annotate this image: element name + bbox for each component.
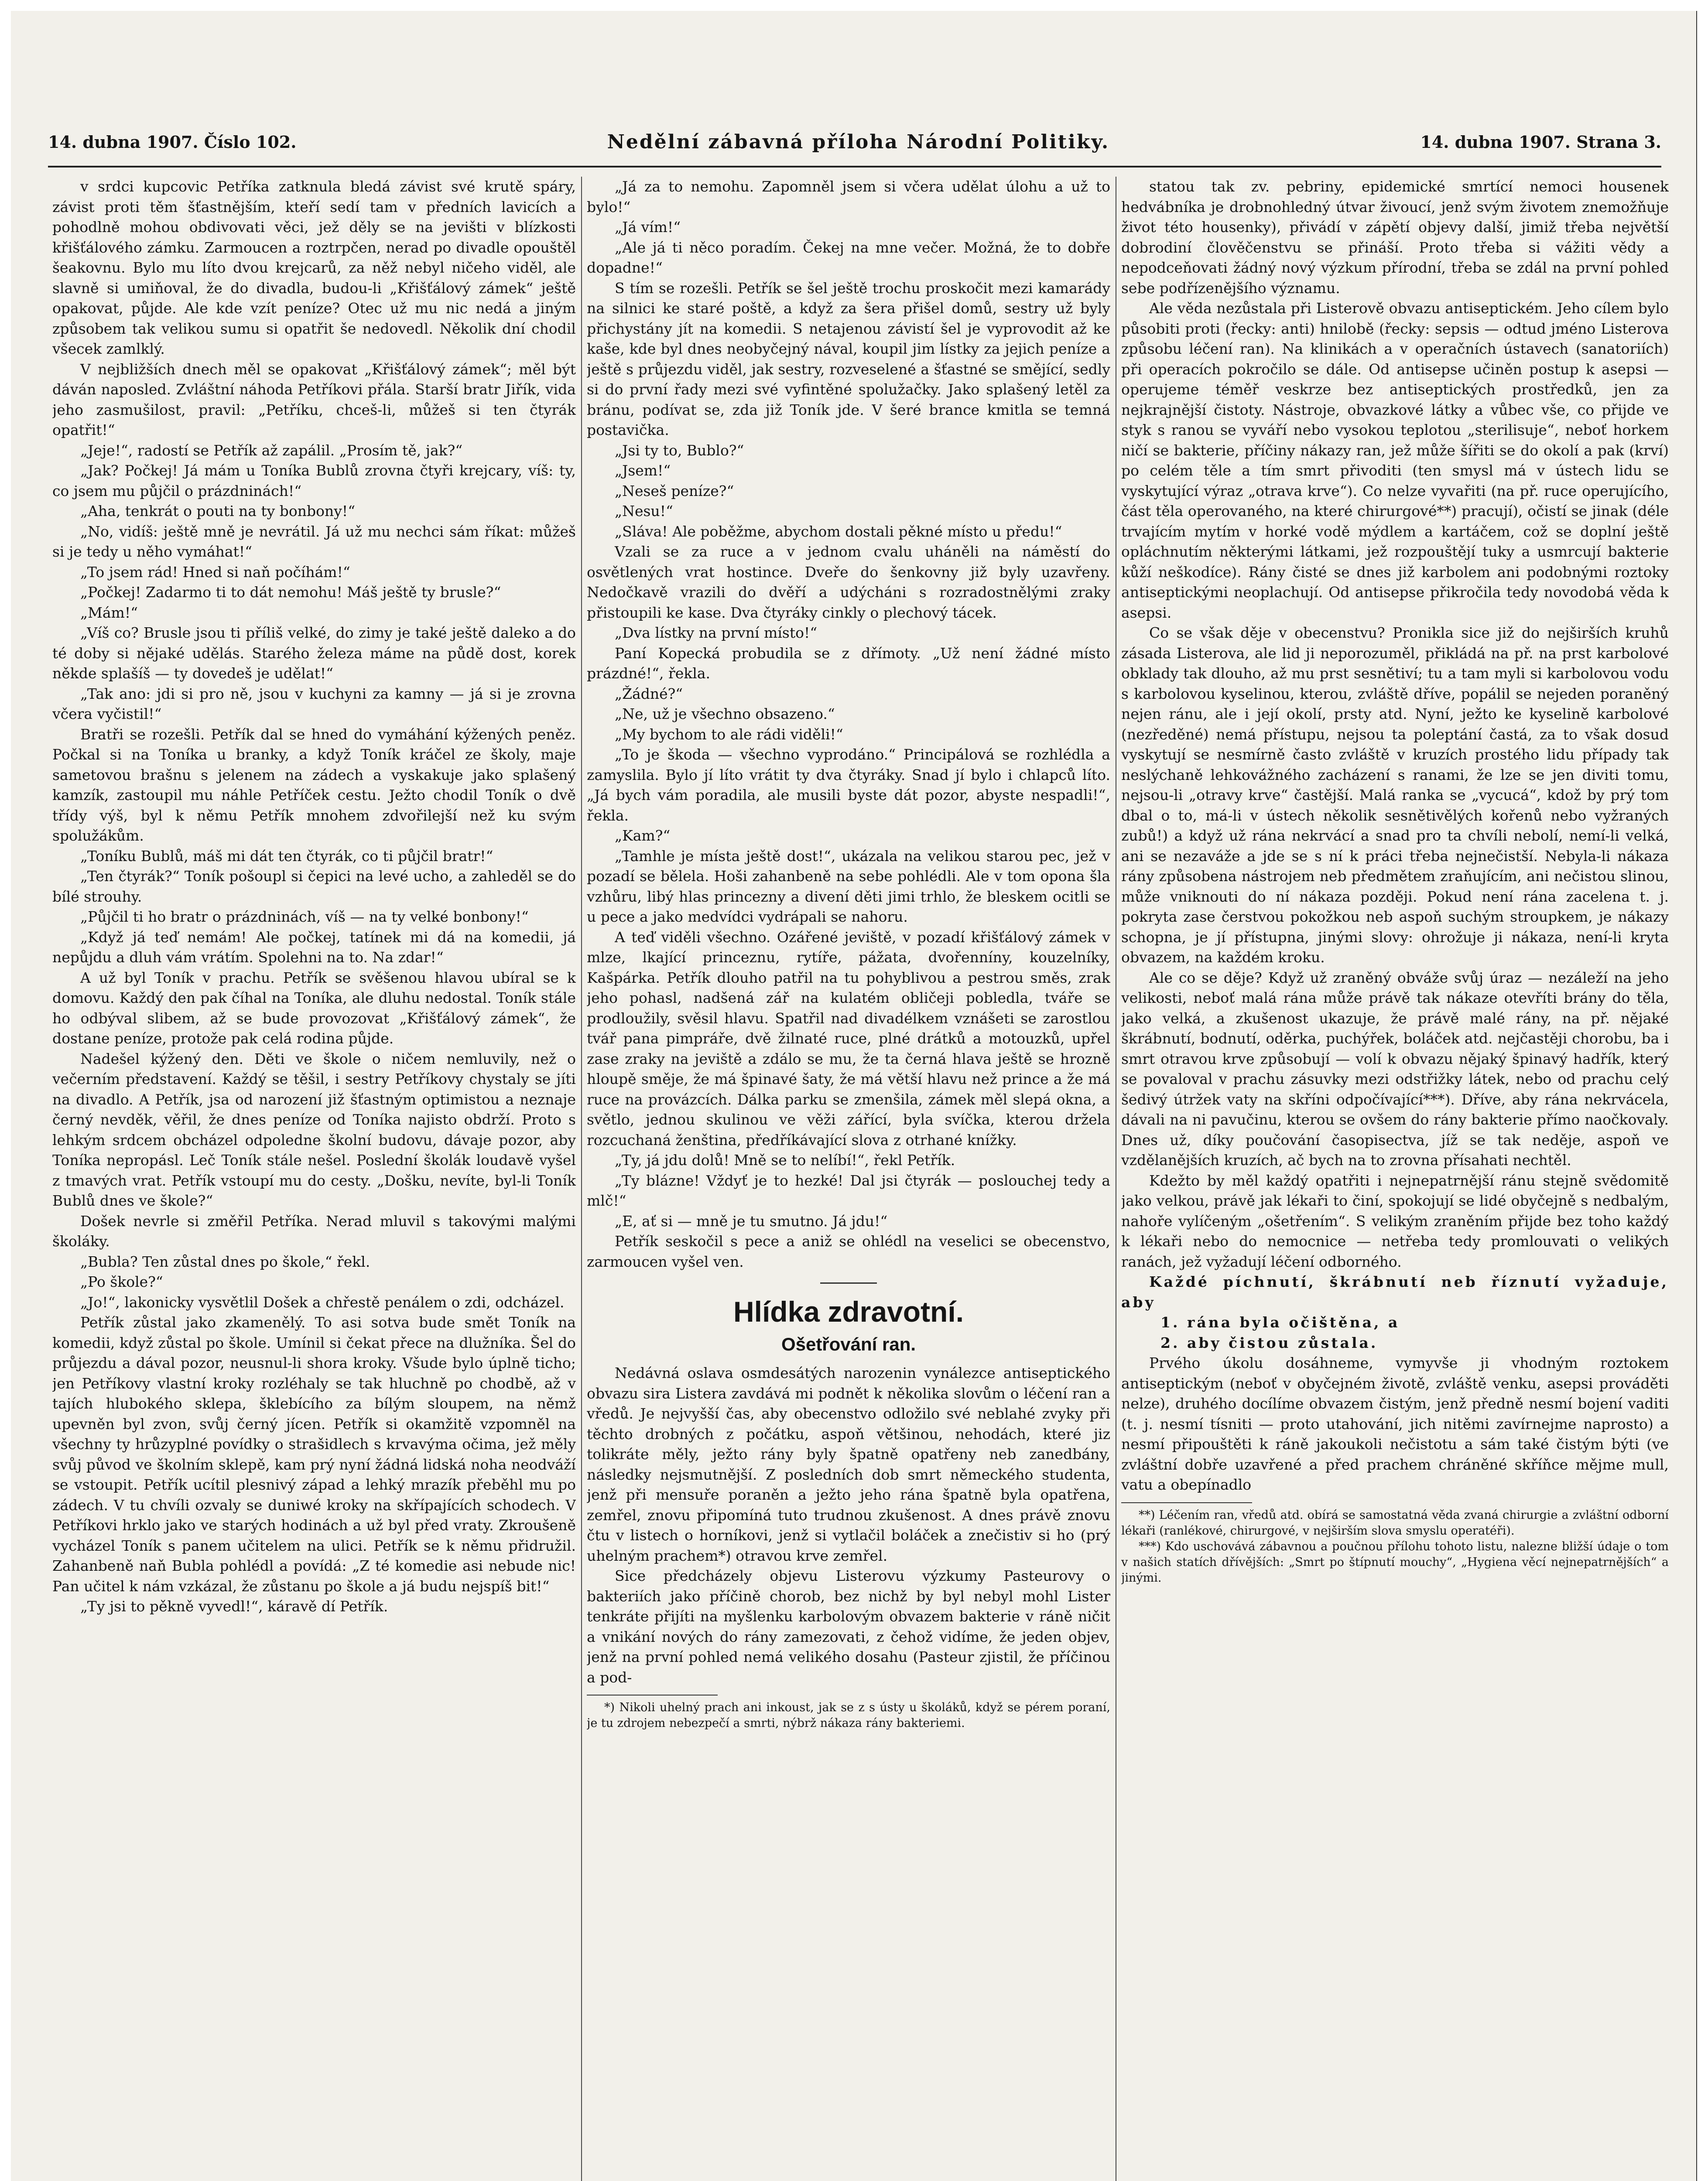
paragraph: „Jak? Počkej! Já mám u Toníka Bublů zrovna čtyři krejcary, víš: ty, co jsem mu půjčil o prázdninách!“ <box>52 462 576 499</box>
paragraph: V nejbližších dnech měl se opakovat „Křišťálový zámek“; měl být dáván naposled. Zvláštní náhoda Petříkovi přála. Starší bratr Jiřík, vida jeho zasmušilost, pravil: „Petříku, chceš-li, můžeš si ten čtyrák opatřit!“ <box>52 360 576 438</box>
paragraph: Bratři se rozešli. Petřík dal se hned do vymáhání kýžených peněz. Počkal si na Toníka u branky, a když Toník kráčel ze školy, maje sametovou brašnu s jelenem na zádech a vyskakuje jako splašený kamzík, zastoupil mu náhle Petříček cestu. Ježto chodil Toník o dvě třídy výš, byl k němu Petřík mnohem zdvořilejší než ku svým spolužákům. <box>52 725 576 844</box>
paragraph: „Jeje!“, radostí se Petřík až zapálil. „Prosím tě, jak?“ <box>80 441 463 459</box>
paragraph: Ale co se děje? Když už zraněný obváže svůj úraz — nezáleží na jeho velikosti, neboť malá rána může právě tak nákaze otevříti brány do těla, jako velká, a zkušenost ukazuje, že právě malé rány, na př. nějaké škrábnutí, bodnutí, oděrka, puchýřek, boláček atd. nejčastěji chorobu, ba i smrt otravou krve způsobují — volí k obvazu nějaký špinavý hadřík, který se povaloval v prachu zásuvky mezi odstřižky látek, nebo od prachu celý šedivý útržek vaty na skříni odpočívající***). Dříve, aby rána nekrvácela, dávali na ni pavučinu, kterou se ovšem do rány bakterie přímo naočkovaly. Dnes už, díky poučování časopisectva, jíž se tak neděje, aspoň ve vzdělanějších kruzích, ač bych na to zrovna přísahati nechtěl. <box>1121 969 1669 1169</box>
header-date-issue: 14. dubna 1907. Číslo 102. <box>48 132 297 152</box>
paragraph: „Jo!“, lakonicky vysvětlil Došek a chřestě penálem o zdi, odcházel. <box>80 1293 565 1311</box>
paragraph: „Víš co? Brusle jsou ti příliš velké, do zimy je také ještě daleko a do té doby si nějaké udělás. Starého železa máme na půdě dost, korek někde splašíš — ty dovedeš je udělat!“ <box>52 624 576 682</box>
column-2-article <box>587 1363 1110 1688</box>
header-publication-title: Nedělní zábavná příloha Národní Politiky. <box>607 130 1110 153</box>
paragraph: „Sláva! Ale poběžme, abychom dostali pěkné místo u předu!“ <box>615 523 1062 540</box>
paragraph: „Ne, už je všechno obsazeno.“ <box>615 705 835 722</box>
paragraph: Každé píchnutí, škrábnutí neb říznutí vyžaduje, aby <box>1121 1273 1669 1311</box>
paragraph: „To jsem rád! Hned si naň počíhám!“ <box>80 563 350 581</box>
column-3 <box>1121 177 1669 2181</box>
paragraph: Petřík zůstal jako zkamenělý. To asi sotva bude smět Toník na komedii, když zůstal po škole. Umínil si čekat přece na dlužníka. Šel do průjezdu a dával pozor, neusnul-li shora kroky. Všude bylo úplně ticho; jen Petříkovy vlastní kroky rozléhaly se tak hluchně po chodbě, až v tajích hlubokého sklepa, šklebícího za bílým sloupem, na němž upevněn byl zvon, svůj černý jícen. Petřík si okamžitě vzpomněl na všechny ty hrůzyplné povídky o strašidlech s krvavýma očima, jež měly svůj původ ve školním sklepě, kam prý nyní žádná lidská noha neodváží se vstoupit. Petřík ucítil plesnivý západ a lehký mrazík přeběhl mu po zádech. V tu chvíli ozvaly se duniwé kroky na skřípajících schodech. V Petříkovi hrklo jako ve starých hodinách a už byl před vraty. Zkroušeně vycházel Toník s panem učitelem na ulici. Petřík se k němu přidružil. Zahanbeně naň Bubla pohlédl a povídá: „Z té komedie asi nebude nic! Pan učitel k nám vzkázal, že zůstanu po škole a já budu nejspíš bit!“ <box>52 1314 576 1595</box>
paragraph: A teď viděli všechno. Ozářené jeviště, v pozadí křišťálový zámek v mlze, lkající princeznu, rytíře, pážata, dvořenníny, kouzelníky, Kašpárka. Petřík dlouho patřil na tu pohyblivou a pestrou směs, zrak jeho pohasl, nadšená zář na kulatém obličeji pobledla, tváře se prodloužily, svěsil hlavu. Spatřil nad divadélkem vznášeti se zarostlou tvář pana pimpráře, dvě žilnaté ruce, plné drátků a motouzků, upřel zase zraky na jeviště a zdálo se mu, že ta černá hlava ještě se hrozně hloupě směje, že má špinavé šaty, že má větší hlavu než prince a že má ruce na provázcích. Dálka parku se zmenšila, zámek měl slepá okna, a světlo, jednou skulinou ve věži zářící, byla svíčka, kterou držela rozcuchaná ženština, předříkávající slova z otrhané knížky. <box>587 928 1110 1149</box>
paragraph: Petřík seskočil s pece a aniž se ohlédl na veselici se obecenstvo, zarmoucen vyšel ven. <box>587 1233 1110 1270</box>
paragraph: „Jsi ty to, Bublo?“ <box>615 441 744 459</box>
footnote: *) Nikoli uhelný prach ani inkoust, jak se z s ústy u školáků, když se pérem poraní, je tu zdrojem nebezpečí a smrti, nýbrž nákaza rány bakteriemi. <box>587 1701 1110 1730</box>
paragraph: „Ty, já jdu dolů! Mně se to nelíbí!“, řekl Petřík. <box>615 1152 955 1169</box>
paragraph: „Ale já ti něco poradím. Čekej na mne večer. Možná, že to dobře dopadne!“ <box>587 239 1110 276</box>
paragraph: „Tamhle je místa ještě dost!“, ukázala na velikou starou pec, jež v pozadí se bělela. Hoši zahanbeně na sebe pohlédli. Ale v tom opona šla vzhůru, libý hlas princezny a divení děti jimi trhlo, že bleskem ocitli se u pece a jako medvídci vydrápali se nahoru. <box>587 847 1110 925</box>
paragraph: statou tak zv. pebriny, epidemické smrtící nemoci housenek hedvábníka je drobnohledný útvar živoucí, jenž svým životem znemožňuje život této housenky), přivádí v zápětí objevy další, jimiž třeba největší dobrodiní člověčenstvu se přináší. Proto třeba si vážiti vědy a nepodceňovati žádný nový výzkum přírodní, třeba se zdál na první pohled sebe podřízenějšího významu. <box>1121 178 1669 297</box>
paragraph: 2. aby čistou zůstala. <box>1160 1334 1378 1351</box>
paragraph: Nadešel kýžený den. Děti ve škole o ničem nemluvily, než o večerním představení. Každý se těšil, i sestry Petříkovy chystaly se jíti na divadlo. A Petřík, jsa od narození již šťastným optimistou a neznaje černý nevděk, věřil, že dnes peníze od Toníka najisto obdrží. Proto s lehkým srdcem obcházel odpoledne školní budovu, dávaje pozor, aby Toníka nepropásl. Leč Toník stále nešel. Poslední školák loudavě vyšel z tmavých vrat. Petřík vstoupí mu do cesty. „Došku, nevíte, byl-li Toník Bublů dnes ve škole?“ <box>52 1050 576 1209</box>
paragraph: S tím se rozešli. Petřík se šel ještě trochu proskočit mezi kamarády na silnici ke staré poště, a když za šera přišel domů, sestry už byly přichystány jít na komedii. S netajenou závistí šel je vyprovodit až ke kaše, kde byl dnes neobyčejný nával, koupil jim lístky za jejich peníze a ještě s průjezdu viděl, jak sestry, rozveselené a šťastné se smějící, sedly si do první řady mezi své vyfintěné spolužačky. Jako splašený letěl za bránu, podívat se, zda již Toník jde. V šeré brance kmitla se temná postavička. <box>587 279 1110 438</box>
footnote-rule <box>1121 1502 1252 1503</box>
paragraph: „Počkej! Zadarmo ti to dát nemohu! Máš ještě ty brusle?“ <box>80 584 501 601</box>
paragraph: „Já vím!“ <box>615 219 681 236</box>
paragraph: Prvého úkolu dosáhneme, vymyvše ji vhodným roztokem antiseptickým (neboť v obyčejném životě, zvláště venku, asepsi prováděti nelze), druhého docílíme obvazem čistým, jenž předně nesmí bojení vaditi (t. j. nesmí tísniti — proto utahování, jich nitěmi zavírnejme naprosto) a nesmí připouštěti k ráně jakoukoli nečistotu a sám také čistým býti (ve zvláštní dobře uzavřené a před prachem chráněné skříňce mějme mull, vatu a obepínadlo <box>1121 1354 1669 1493</box>
paragraph: „Tak ano: jdi si pro ně, jsou v kuchyni za kamny — já si je zrovna včera vyčistil!“ <box>52 685 576 722</box>
newspaper-page <box>11 11 1697 2181</box>
paragraph: „Ty jsi to pěkně vyvedl!“, káravě dí Petřík. <box>80 1598 388 1615</box>
paragraph: Sice předcházely objevu Listerovu výzkumy Pasteurovy o bakteriích jako příčině chorob, bez nichž by byl nebyl mohl Lister tenkráte přijíti na myšlenku karbolovým obvazem bakterie v ráně ničit a vnikání nových do rány zamezovati, z čehož vidíme, že jeden objev, jenž na první pohled nemá velikého dosahu (Pasteur zjistil, že příčinou a pod- <box>587 1567 1110 1686</box>
paragraph: Paní Kopecká probudila se z dřímoty. „Už není žádné místo prázdné!“, řekla. <box>587 644 1110 682</box>
paragraph: „Toníku Bublů, máš mi dát ten čtyrák, co ti půjčil bratr!“ <box>80 847 493 865</box>
section-subtitle: Ošetřování ran. <box>781 1334 916 1354</box>
paragraph: Nedávná oslava osmdesátých narozenin vynálezce antiseptického obvazu sira Listera zavdává mi podnět k několika slovům o léčení ran a vředů. Je nejvyšší čas, aby obecenstvo odložilo své neblahé zvyky při těchto drobných z počátku, aspoň většinou, nehodách, které jiz tolikráte měly, ježto rány byly špatně opatřeny neb zanedbány, následky nejsmutnější. Z posledních dob smrt německého studenta, jenž při mensuře poraněn a ježto jeho rána špatně byla opatřena, zemřel, znovu připomíná tuto trudnou zkušenost. A dnes právě znovu čtu v listech o horníkovi, jenž si vytlačil boláček a znečistiv si ho (prý uhelným prachem*) otravou krve zemřel. <box>587 1364 1110 1564</box>
paragraph: „Já za to nemohu. Zapomněl jsem si včera udělat úlohu a už to bylo!“ <box>587 178 1110 215</box>
paragraph: „Žádné?“ <box>615 685 683 702</box>
paragraph: „Jsem!“ <box>615 462 671 479</box>
footnote-rule <box>587 1695 718 1696</box>
paragraph: „Bubla? Ten zůstal dnes po škole,“ řekl. <box>80 1253 370 1270</box>
paragraph: „Po škole?“ <box>80 1273 163 1290</box>
paragraph: „Mám!“ <box>80 604 138 621</box>
paragraph: „To je škoda — všechno vyprodáno.“ Principálová se rozhlédla a zamyslila. Bylo jí líto vrátit ty dva čtyráky. Snad jí bylo i chlapců líto. „Já bych vám poradila, ale musili byste dát pozor, abyste nespadli!“, řekla. <box>587 746 1110 824</box>
paragraph: „E, ať si — mně je tu smutno. Já jdu!“ <box>615 1212 888 1230</box>
header-date-page: 14. dubna 1907. Strana 3. <box>1420 132 1661 152</box>
paragraph: Co se však děje v obecenstvu? Pronikla sice již do nejširších kruhů zásada Listerova, ale lid ji neporozuměl, přikládá na př. na prst karbolové obklady tak dlouho, až mu prst sesnětiví; tu a tam myli si karbolovou vodu s karbolovou kyselinou, kterou, zvláště dříve, popálil se nejeden poraněný nejen ránu, ale i její okolí, prsty atd. Nyní, ježto ke kyselině karbolové (nezředěné) nemá přístupu, nejsou ta poleptání častá, za to však dosud vyskytují se nesmírně často zvláště v kruzích prostého lidu případy tak neslýchaně lehkovážného zacházení s ranami, že lze se jen diviti tomu, nejsou-li „otravy krve“ častější. Malá ranka se „vycucá“, kdož by prý tom dbal o to, má-li v ústech několik sesnětivělých kořenů nebo vyžraných zubů!) a když už rána nekrvácí a snad pro ta chvíli nebolí, nemí-li velká, ani se nezaváže a jde se s ní k práci třeba nejnečistší. Nebyla-li nákaza rány způsobena nástrojem neb předmětem zraňujícím, ani nečistou slinou, může vniknouti do ní nákaza později. Pokud není rána zacelena t. j. pokryta zase čerstvou pokožkou neb aspoň suchým stroupkem, je nákazy schopna, je jí přístupna, jinými slovy: ohrožuje ji nákaza, není-li kryta obvazem, na každém kroku. <box>1121 624 1669 966</box>
footnotes-block <box>1121 1508 1669 1586</box>
paragraph: „Ten čtyrák?“ Toník pošoupl si čepici na levé ucho, a zahleděl se do bílé strouhy. <box>52 868 576 905</box>
paragraph: Došek nevrle si změřil Petříka. Nerad mluvil s takovými malými školáky. <box>52 1212 576 1250</box>
paragraph: „Aha, tenkrát o pouti na ty bonbony!“ <box>80 503 356 520</box>
paragraph: „Nesu!“ <box>615 503 673 520</box>
paragraph: Ale věda nezůstala při Listerově obvazu antiseptickém. Jeho cílem bylo působiti proti (řecky: anti) hnilobě (řecky: sepsis — odtud jméno Listerova způsobu léčení ran). Na klinikách a v operačních ústavech (sanatoriích) při operacích pokročilo se dále. Od antisepse učiněn postup k asepsi — operujeme téměř veskrze bez antiseptických prostředků, jen za nejkrajnější čistoty. Nástroje, obvazkové látky a vůbec vše, co přijde ve styk s ranou se vyváří nebo vysokou teplotou „sterilisuje“, neboť horkem ničí se bakterie, příčiny nákazy ran, jež může šířiti se do okolí a pak (krví) po celém těle a tím smrt přivoditi (ten smysl má v ústech lidu se vyskytující výraz „otrava krve“). Co nelze vyvařiti (na př. ruce operujícího, část těla operovaného, na které chirurgové**) pracují), očistí se jinak (déle trvajícím mytím v horké vodě mýdlem a kartáčem, což se doplní ještě opláchnutím některými látkami, jež rozpouštějí tuky a usmrcují bakterie kůží neškodíce). Rány čisté se dnes již karbolem ani podobnými roztoky antiseptickými neoplachují. Od antisepse přikročila tedy novodobá věda k asepsi. <box>1121 300 1669 621</box>
paragraph: „No, vidíš: ještě mně je nevrátil. Já už mu nechci sám říkat: můžeš si je tedy u něho vymáhat!“ <box>52 523 576 560</box>
page-header <box>48 118 1661 168</box>
paragraph: „Půjčil ti ho bratr o prázdninách, víš — na ty velké bonbony!“ <box>80 908 529 925</box>
section-separator <box>820 1282 877 1284</box>
paragraph: v srdci kupcovic Petříka zatknula bledá závist své krutě spáry, závist proti těm šťastnějším, kteří sedí tam v předních lavicích a pohodlně mohou obdivovati věci, jež děly se na jevišti v blízkosti křišťálového zámku. Zarmoucen a roztrpčen, nerad po divadle opouštěl šeakovnu. Bylo mu líto dvou krejcarů, za něž nebyl ničeho viděl, ale slavně si umiňoval, že do divadla, budou-li „Křišťálový zámek“ ještě opakovat, půjde. Ale kde vzít peníze? Otec už mu nic nedá a jiným způsobem tak velikou sumu si opatřit še nedovedl. Několik dní chodil všecek zamlklý. <box>52 178 576 357</box>
column-2 <box>587 177 1110 2181</box>
column-2-story <box>587 177 1110 1272</box>
column-rule-1 <box>581 177 582 2181</box>
column-3-article <box>1121 177 1669 1495</box>
paragraph: „Dva lístky na první místo!“ <box>615 624 818 641</box>
section-title: Hlídka zdravotní. <box>733 1296 964 1328</box>
paragraph: „My bychom to ale rádi viděli!“ <box>615 725 843 743</box>
paragraph: Vzali se za ruce a v jednom cvalu uháněli na náměstí do osvětlených vrat hostince. Dveře do šenkovny již byly uzavřeny. Nedočkavě vrazili do dvěří a udýcháni s rozradostnělými zraky přistoupili ke kase. Dva čtyráky cinkly o plechový tácek. <box>587 543 1110 621</box>
paragraph: Kdežto by měl každý opatřiti i nejnepatrnější ránu stejně svědomitě jako velkou, právě jak lékaři to činí, spokojují se lidé obyčejně s nedbalým, nahoře vylíčeným „ošetřením“. S velikým zraněním přijde bez toho každý k lékaři nebo do nemocnice — netřeba tedy promlouvati o velikých ranách, jež vyžadují léčení odborného. <box>1121 1172 1669 1270</box>
paragraph: „Když já teď nemám! Ale počkej, tatínek mi dá na komedii, já nepůjdu a dluh vám vrátím. Spolehni na to. Na zdar!“ <box>52 928 576 966</box>
column-1-story <box>52 177 576 2181</box>
footnote: ***) Kdo uschovává zábavnou a poučnou přílohu tohoto listu, nalezne bližší údaje o tom v našich statích dřívějších: „Smrt po štípnutí mouchy“, „Hygiena věcí nejnepatrnějších“ a jinými. <box>1121 1539 1669 1585</box>
footnote: **) Léčením ran, vředů atd. obírá se samostatná věda zvaná chirurgie a zvláštní odborní lékaři (ranlékové, chirurgové, v nejširším slova smyslu operatéři). <box>1121 1508 1669 1538</box>
paragraph: „Ty blázne! Vždyť je to hezké! Dal jsi čtyrák — poslouchej tedy a mlč!“ <box>587 1172 1110 1209</box>
paragraph: A už byl Toník v prachu. Petřík se svěšenou hlavou ubíral se k domovu. Každý den pak číhal na Toníka, ale dluhu nedostal. Toník stále ho odbýval slibem, až se bude provozovat „Křišťálový zámek“, že dostane peníze, protože pak celá rodina půjde. <box>52 969 576 1047</box>
paragraph: „Neseš peníze?“ <box>615 482 734 499</box>
paragraph: „Kam?“ <box>615 827 671 844</box>
paragraph: 1. rána byla očištěna, a <box>1160 1314 1400 1331</box>
